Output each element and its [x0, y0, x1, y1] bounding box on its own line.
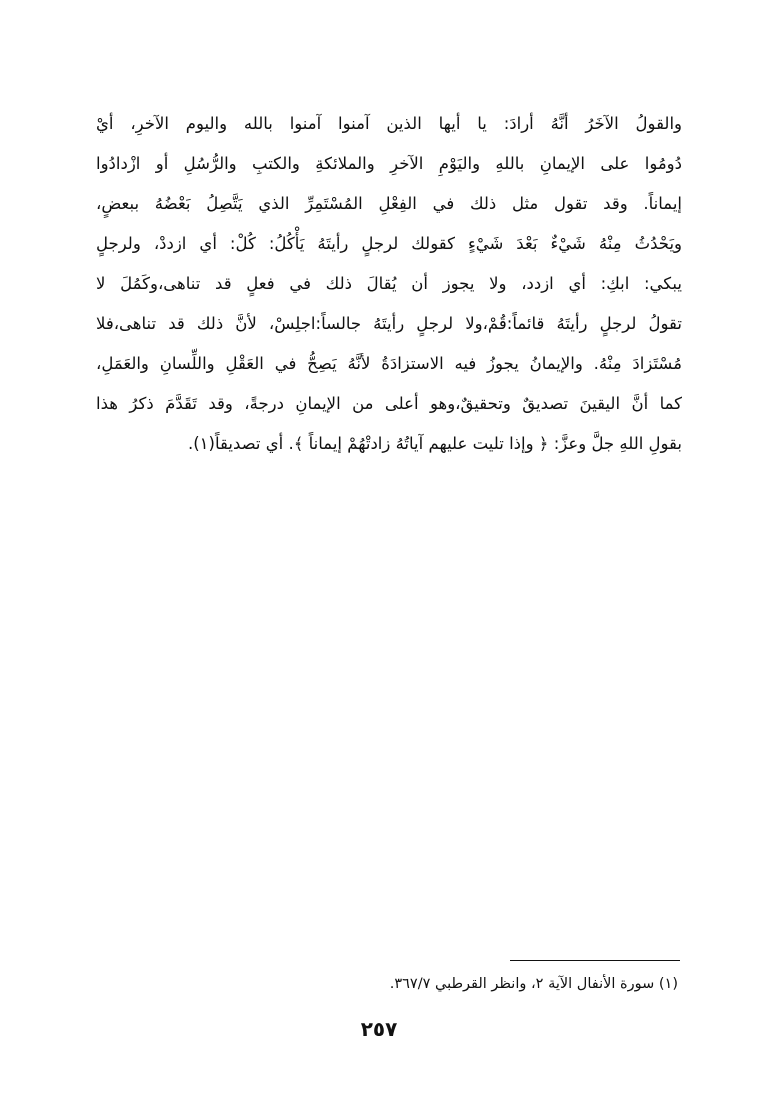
- text-line: ويَحْدُثُ مِنْهُ شَيْءٌ بَعْدَ شَيْءٍ كقولك لرجلٍ رأيتَهُ يَأْكُلُ: كُلْ: أي ازددْ، ولرجلٍ: [96, 234, 682, 253]
- text-line: بقولِ اللهِ جلَّ وعزَّ: ﴿ وإذا تليت عليهم آياتُهُ زادتْهُمْ إيماناً ﴾. أي تصديقاً(١).: [187, 434, 682, 453]
- main-text-block: [96, 104, 682, 464]
- page-number: ٢٥٧: [360, 1017, 398, 1041]
- text-line: تقولُ لرجلٍ رأيتَهُ قائماً:قُمْ،ولا لرجلٍ رأيتَهُ جالساً:اجلِسْ، لأنَّ ذلك قد تناهى،فلا: [96, 314, 682, 333]
- text-line: كما أنَّ اليقينَ تصديقٌ وتحقيقٌ،وهو أعلى من الإيمانِ درجةً، وقد تَقَدَّمَ ذكرُ هذا: [96, 394, 682, 413]
- text-line: يبكي: ابكِ: أي ازدد، ولا يجوز أن يُقالَ ذلك في فعلٍ قد تناهى،وكَمُلَ لا: [96, 274, 682, 293]
- footnote: (١) سورة الأنفال الآية ٢، وانظر القرطبي ٣٦٧/٧.: [389, 976, 678, 992]
- footnote-divider: [510, 960, 680, 961]
- text-line: والقولُ الآخَرُ أنَّهُ أرادَ: يا أيها الذين آمنوا آمنوا بالله واليوم الآخرِ، أيْ: [96, 114, 682, 133]
- text-line: دُومُوا على الإيمانِ باللهِ واليَوْمِ الآخرِ والملائكةِ والكتبِ والرُّسُلِ أو ازْدادُوا: [96, 154, 682, 173]
- text-line: مُسْتَزادَ مِنْهُ. والإيمانُ يجوزُ فيه الاستزادَةُ لأنَّهُ يَصِحُّ في العَقْلِ واللِّسانِ والعَمَلِ،: [96, 354, 682, 373]
- text-line: إيماناً. وقد تقول مثل ذلك في الفِعْلِ المُسْتَمِرِّ الذي يَتَّصِلُ بَعْضُهُ ببعضٍ،: [96, 194, 682, 213]
